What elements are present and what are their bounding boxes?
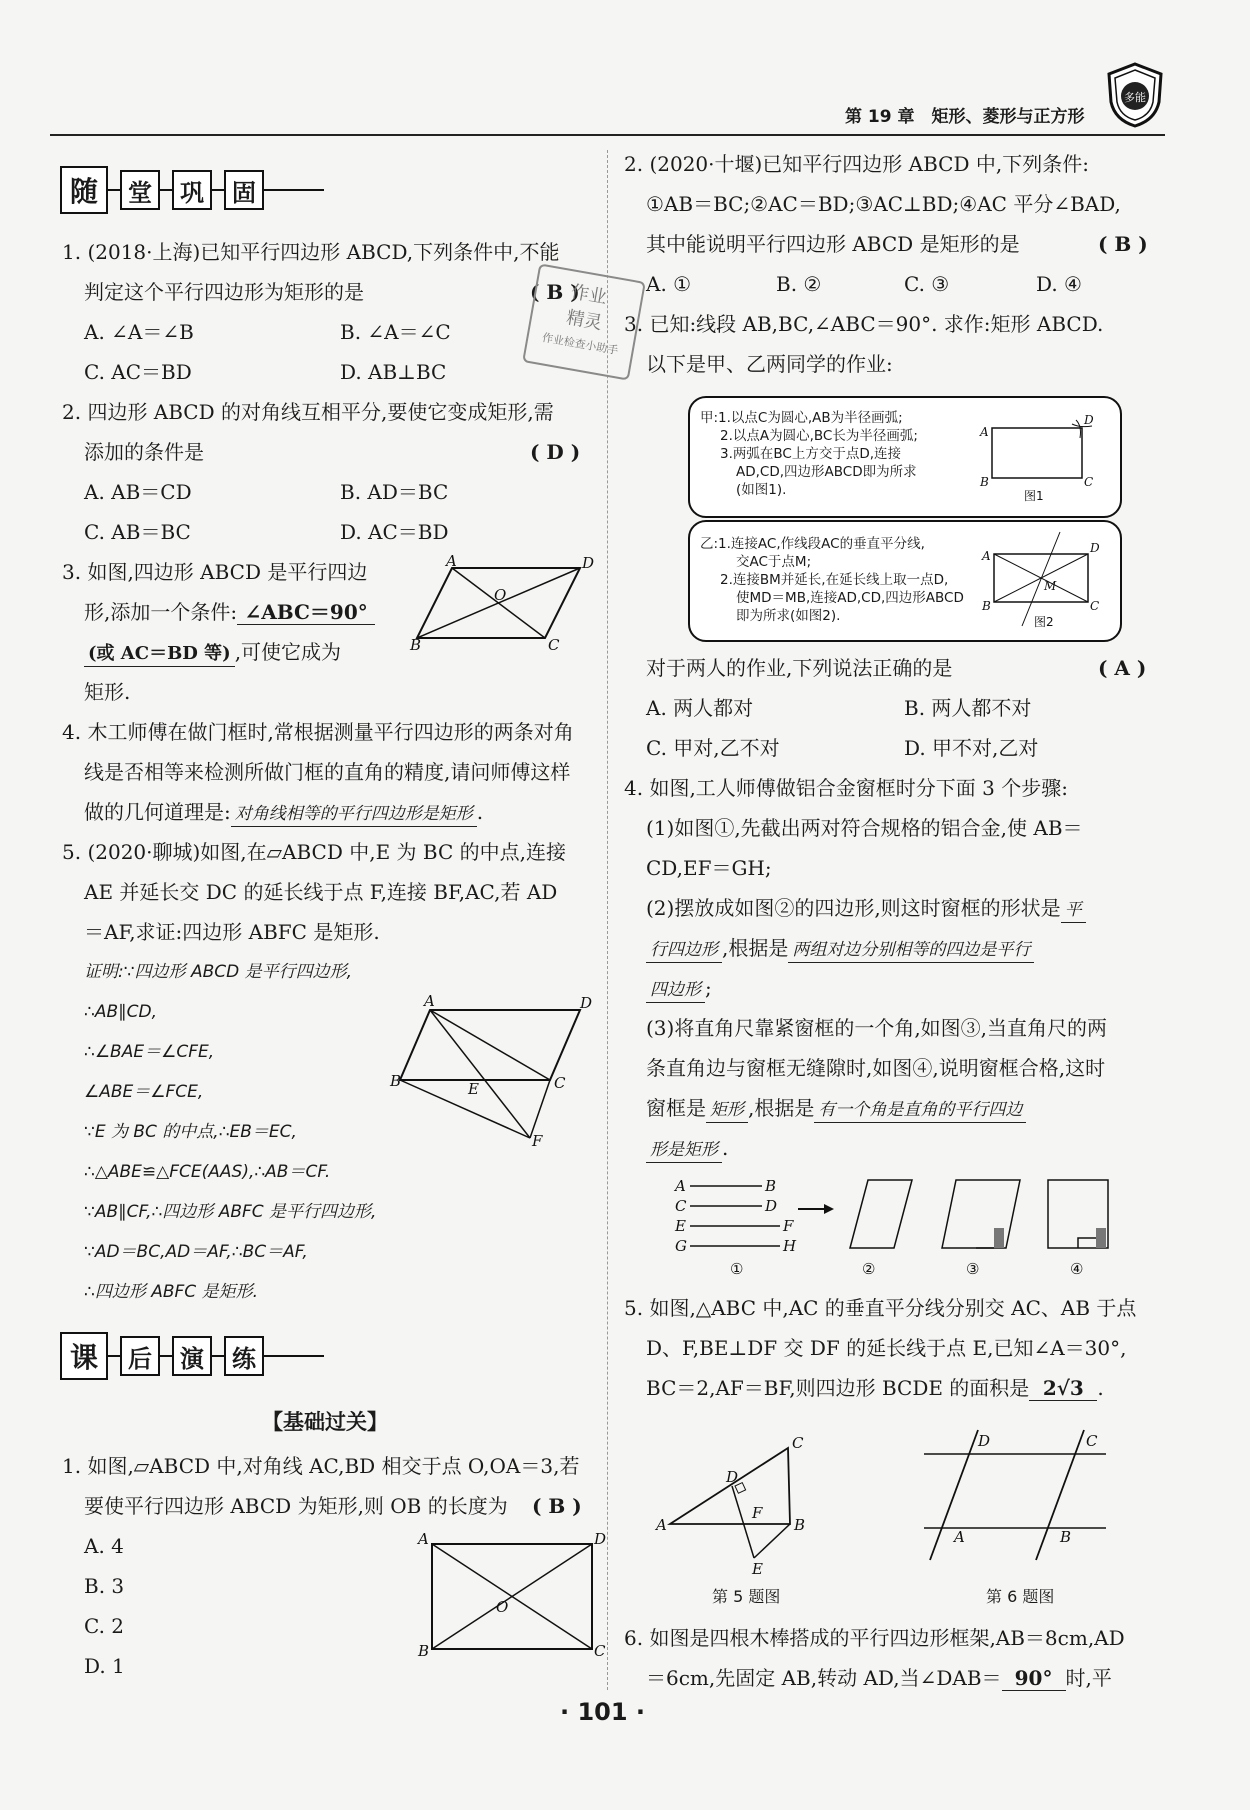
svg-text:B: B bbox=[390, 1072, 402, 1090]
answer-blank: 平 bbox=[1061, 898, 1086, 923]
svg-text:E: E bbox=[468, 1080, 479, 1098]
svg-text:C: C bbox=[1090, 599, 1100, 613]
svg-text:D: D bbox=[765, 1197, 778, 1215]
svg-text:③: ③ bbox=[966, 1260, 980, 1278]
svg-text:C: C bbox=[675, 1197, 687, 1215]
parallelogram-figure-q5 bbox=[390, 992, 593, 1150]
svg-text:O: O bbox=[496, 1598, 509, 1616]
chapter-header: 第 19 章 矩形、菱形与正方形 bbox=[845, 107, 1085, 127]
proof-line: ∠ABE＝∠FCE, bbox=[84, 1082, 204, 1102]
proof-line: ∴AB∥CD, bbox=[84, 1002, 157, 1022]
section-char: 堂 bbox=[120, 170, 160, 210]
answer: ( B ) bbox=[532, 1494, 582, 1518]
answer-blank: 有一个角是直角的平行四边 bbox=[814, 1098, 1026, 1123]
section-char: 随 bbox=[60, 166, 108, 214]
svg-text:A: A bbox=[424, 992, 435, 1010]
svg-text:F: F bbox=[532, 1132, 543, 1150]
answer: ( B ) bbox=[530, 280, 580, 304]
parallelogram-figure-q3 bbox=[410, 552, 595, 654]
svg-text:D: D bbox=[978, 1432, 991, 1450]
svg-text:D: D bbox=[594, 1530, 607, 1548]
section-title-kehou bbox=[60, 1334, 324, 1378]
svg-text:C: C bbox=[594, 1642, 606, 1660]
answer-blank: 矩形 bbox=[706, 1098, 748, 1123]
svg-text:A: A bbox=[980, 425, 989, 439]
svg-text:④: ④ bbox=[1070, 1260, 1084, 1278]
column-divider bbox=[607, 150, 608, 1690]
answer-blank: 2√3 bbox=[1029, 1376, 1097, 1401]
answer: ( D ) bbox=[530, 440, 581, 464]
svg-text:E: E bbox=[752, 1560, 763, 1578]
svg-text:H: H bbox=[783, 1237, 797, 1255]
window-frame-figures bbox=[650, 1176, 1120, 1278]
triangle-figure-q5 bbox=[656, 1434, 836, 1578]
student-jia-panel: 甲:1.以点C为圆心,AB为半径画弧; 2.以点A为圆心,BC长为半径画弧; 3.两弧在BC上方交于点D,连接 AD,CD,四边形ABCD即为所求 (如图1). A D B C 图1 bbox=[688, 396, 1122, 518]
answer-blank: 对角线相等的平行四边形是矩形 bbox=[231, 802, 477, 827]
parallelogram-figure-q6 bbox=[920, 1426, 1110, 1566]
svg-text:M: M bbox=[1044, 579, 1057, 593]
svg-text:F: F bbox=[783, 1217, 794, 1235]
svg-text:D: D bbox=[582, 554, 595, 572]
svg-text:D: D bbox=[1084, 413, 1094, 427]
svg-text:②: ② bbox=[862, 1260, 876, 1278]
header-rule bbox=[50, 134, 1165, 136]
shield-icon bbox=[1105, 62, 1165, 128]
answer: ( B ) bbox=[1098, 232, 1148, 256]
svg-text:图2: 图2 bbox=[1034, 615, 1054, 629]
svg-text:A: A bbox=[982, 549, 991, 563]
proof-line: ∵E 为 BC 的中点,∴EB＝EC, bbox=[84, 1122, 297, 1142]
svg-text:B: B bbox=[794, 1516, 806, 1534]
svg-text:D: D bbox=[1090, 541, 1100, 555]
proof-line: ∴四边形 ABFC 是矩形. bbox=[84, 1282, 258, 1302]
svg-text:C: C bbox=[554, 1074, 566, 1092]
answer-blank: 形是矩形 bbox=[646, 1138, 722, 1163]
answer-blank: 四边形 bbox=[646, 978, 705, 1003]
svg-text:B: B bbox=[1060, 1528, 1072, 1546]
svg-text:O: O bbox=[494, 586, 507, 604]
svg-text:B: B bbox=[418, 1642, 430, 1660]
svg-text:图1: 图1 bbox=[1024, 489, 1044, 503]
rectangle-figure bbox=[418, 1530, 607, 1660]
student-yi-panel: 乙:1.连接AC,作线段AC的垂直平分线, 交AC于点M; 2.连接BM并延长,在延长线上取一点D, 使MD＝MB,连接AD,CD,四边形ABCD 即为所求(如图2). A D M B C 图2 bbox=[688, 520, 1122, 642]
svg-text:A: A bbox=[446, 552, 457, 570]
svg-text:D: D bbox=[726, 1468, 739, 1486]
section-char: 固 bbox=[224, 170, 264, 210]
figure-caption: 第 5 题图 bbox=[712, 1587, 781, 1606]
svg-text:C: C bbox=[548, 636, 560, 654]
section-title-suitang bbox=[60, 168, 324, 212]
svg-text:A: A bbox=[675, 1177, 686, 1195]
publisher-logo bbox=[1105, 62, 1165, 128]
proof-line: ∵AD＝BC,AD＝AF,∴BC＝AF, bbox=[84, 1242, 308, 1262]
svg-text:E: E bbox=[675, 1217, 686, 1235]
svg-text:A: A bbox=[418, 1530, 429, 1548]
section-char: 巩 bbox=[172, 170, 212, 210]
svg-text:A: A bbox=[656, 1516, 667, 1534]
answer-blank: (或 AC＝BD 等) bbox=[84, 642, 235, 667]
proof-line: ∴△ABE≌△FCE(AAS),∴AB＝CF. bbox=[84, 1162, 331, 1182]
section-char: 演 bbox=[172, 1336, 212, 1376]
page-number: · 101 · bbox=[560, 1698, 646, 1726]
proof-line: 证明:∵四边形 ABCD 是平行四边形, bbox=[84, 962, 353, 982]
svg-text:B: B bbox=[765, 1177, 777, 1195]
svg-text:C: C bbox=[1086, 1432, 1098, 1450]
svg-text:G: G bbox=[675, 1237, 687, 1255]
svg-text:①: ① bbox=[730, 1260, 744, 1278]
homework-stamp: 作业 精灵 作业检查小助手 bbox=[522, 263, 646, 380]
subtitle: 【基础过关】 bbox=[262, 1409, 388, 1434]
svg-text:B: B bbox=[980, 475, 989, 489]
svg-text:C: C bbox=[792, 1434, 804, 1452]
section-char: 后 bbox=[120, 1336, 160, 1376]
section-char: 练 bbox=[224, 1336, 264, 1376]
svg-text:B: B bbox=[982, 599, 991, 613]
proof-line: ∴∠BAE＝∠CFE, bbox=[84, 1042, 215, 1062]
section-char: 课 bbox=[60, 1332, 108, 1380]
construction-figure-1 bbox=[980, 414, 1110, 504]
svg-text:A: A bbox=[954, 1528, 965, 1546]
answer-blank: 90° bbox=[1002, 1666, 1066, 1691]
construction-figure-2 bbox=[982, 534, 1112, 632]
answer-blank: 行四边形 bbox=[646, 938, 722, 963]
proof-line: ∵AB∥CF,∴四边形 ABFC 是平行四边形, bbox=[84, 1202, 377, 1222]
answer-blank: 两组对边分别相等的四边是平行 bbox=[788, 938, 1034, 963]
svg-text:B: B bbox=[410, 636, 422, 654]
svg-text:C: C bbox=[1084, 475, 1094, 489]
answer-blank: ∠ABC＝90° bbox=[237, 600, 375, 625]
answer: ( A ) bbox=[1098, 656, 1147, 680]
svg-text:多能: 多能 bbox=[1124, 91, 1146, 104]
svg-text:D: D bbox=[580, 994, 593, 1012]
svg-text:F: F bbox=[752, 1504, 763, 1522]
figure-caption: 第 6 题图 bbox=[986, 1587, 1055, 1606]
